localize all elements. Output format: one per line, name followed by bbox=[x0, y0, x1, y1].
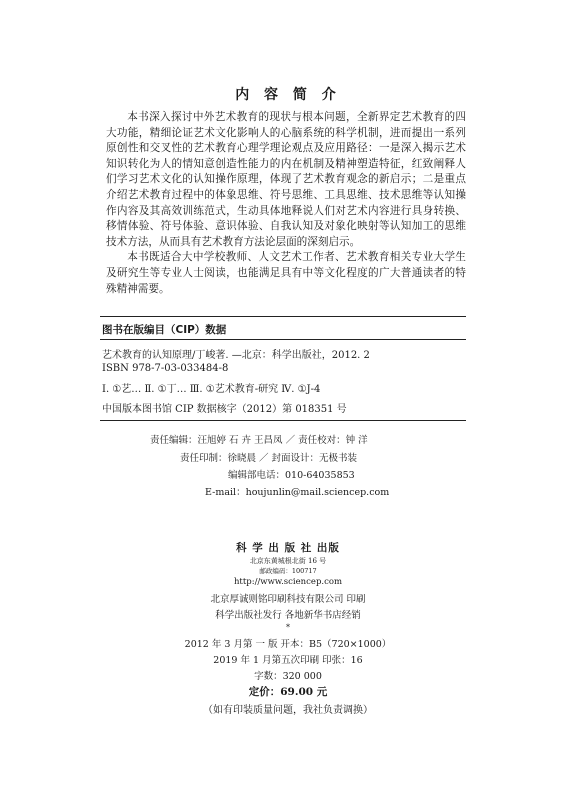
divider bbox=[100, 420, 466, 421]
publisher-name: 科 学 出 版 社 出版 bbox=[236, 542, 340, 554]
cip-record: 中国版本图书馆 CIP 数据核字（2012）第 018351 号 bbox=[102, 404, 347, 415]
quality-notice: （如有印装质量问题，我社负责调换） bbox=[203, 705, 373, 716]
printer-line: 北京厚诚则铭印刷科技有限公司 印刷 bbox=[210, 594, 366, 605]
separator-star: * bbox=[286, 623, 290, 632]
summary-text bbox=[106, 110, 466, 297]
publisher-website: http://www.sciencep.com bbox=[233, 577, 343, 587]
page-title: 内 容 简 介 bbox=[235, 87, 341, 103]
divider bbox=[100, 316, 466, 317]
price: 定价：69.00 元 bbox=[248, 686, 328, 698]
cip-classification: Ⅰ. ①艺… Ⅱ. ①丁… Ⅲ. ①艺术教育-研究 Ⅳ. ①J-4 bbox=[102, 384, 321, 395]
cip-line: 艺术教育的认知原理/丁峻著. —北京：科学出版社，2012. 2 bbox=[102, 350, 370, 361]
printing-credit-line: 责任印制：徐晓晨 ／ 封面设计：无极书装 bbox=[180, 453, 358, 464]
publisher-address: 北京东黄城根北街 16 号 bbox=[249, 557, 327, 565]
editors-line: 责任编辑：汪旭婷 石 卉 王昌凤 ／ 责任校对：钟 洋 bbox=[150, 435, 368, 446]
editorial-email: E-mail：houjunlin@mail.sciencep.com bbox=[205, 487, 390, 498]
word-count: 字数：320 000 bbox=[254, 671, 322, 682]
cip-heading: 图书在版编目（CIP）数据 bbox=[102, 324, 227, 336]
divider bbox=[100, 339, 466, 340]
cip-isbn: ISBN 978-7-03-033484-8 bbox=[102, 363, 229, 374]
distributor-line: 科学出版社发行 各地新华书店经销 bbox=[215, 610, 361, 621]
summary-paragraph: 本书既适合大中学校教师、人文艺术工作者、艺术教育相关专业大学生及研究生等专业人士阅读，也能满足具有中等文化程度的广大普通读者的特殊精神需要。 bbox=[106, 251, 466, 295]
publisher-postcode: 邮政编码：100717 bbox=[259, 567, 317, 575]
editorial-phone: 编辑部电话：010-64035853 bbox=[228, 470, 355, 481]
print-run-line: 2019 年 1 月第五次印刷 印张：16 bbox=[213, 655, 363, 666]
summary-paragraph: 本书深入探讨中外艺术教育的现状与根本问题，全新界定艺术教育的四大功能，精细论证艺术文化影响人的心脑系统的科学机制，进而提出一系列原创性和交叉性的艺术教育心理学理论观点及应用路径：一是深入揭示艺术知识转化为人的情知意创造性能力的内在机制及精神塑造特征，红致阐释人们学习艺术文化的认知操作原理，体现了艺术教育观念的新启示；二是重点介绍艺术教育过程中的体象思维、符号思维、工具思维、技术思维等认知操作内容及其高效训练范式，生动具体地释说人们对艺术内容进行具身转换、移情体验、符号体验、意识体验、自我认知及对象化映射等认知加工的思维技术方法，从而具有艺术教育方法论层面的深刻启示。 bbox=[106, 111, 466, 248]
edition-line: 2012 年 3 月第 一 版 开本：B5（720×1000） bbox=[184, 639, 392, 650]
